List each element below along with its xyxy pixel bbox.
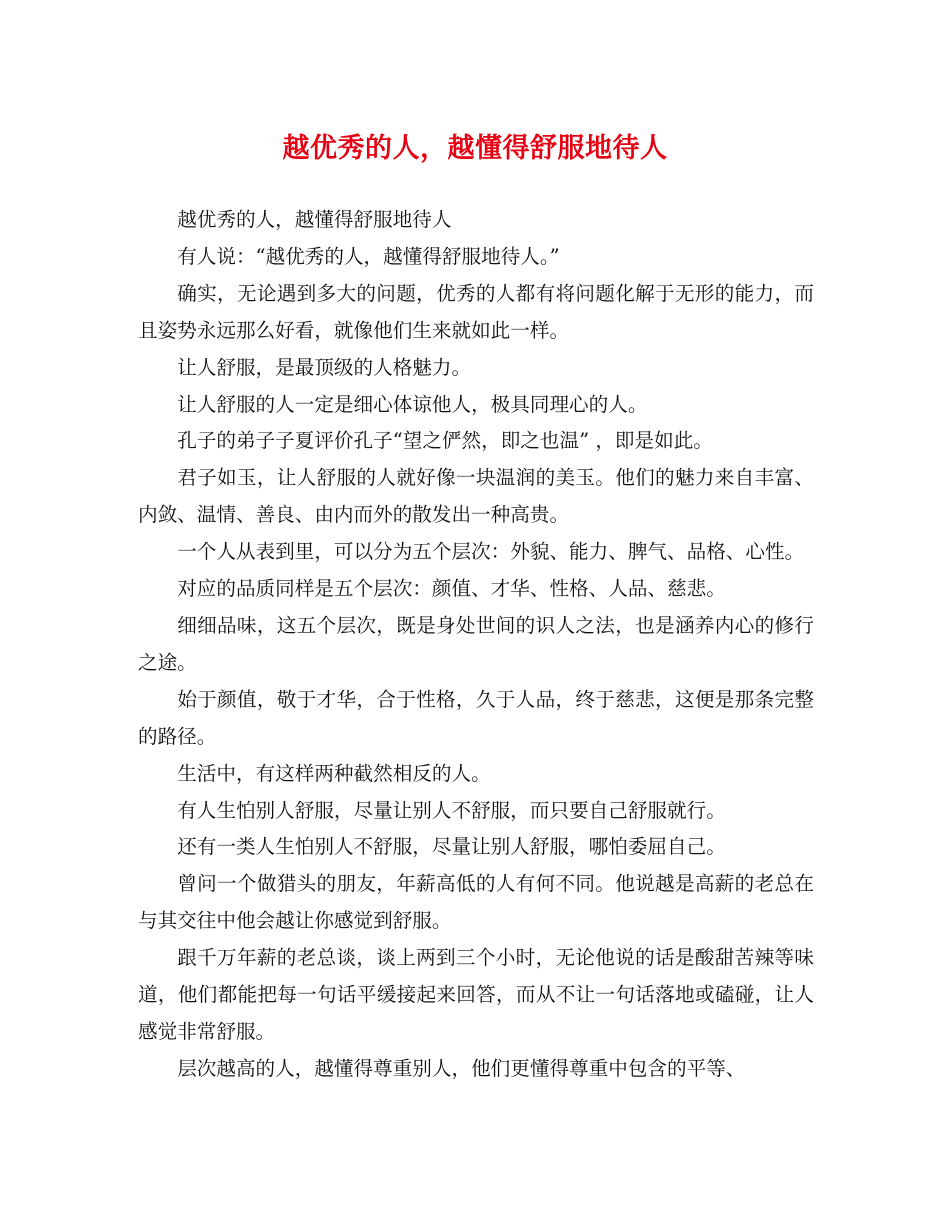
paragraph: 一个人从表到里，可以分为五个层次：外貌、能力、脾气、品格、心性。	[177, 540, 805, 564]
paragraph: 细细品味，这五个层次，既是身处世间的识人之法，也是涵养内心的修行之途。	[138, 613, 814, 674]
paragraph: 有人说：“越优秀的人，越懂得舒服地待人。”	[177, 244, 560, 268]
paragraph: 层次越高的人，越懂得尊重别人，他们更懂得尊重中包含的平等、	[177, 1056, 746, 1080]
paragraph: 对应的品质同样是五个层次：颜值、才华、性格、人品、慈悲。	[177, 577, 726, 601]
document-title: 越优秀的人，越懂得舒服地待人	[282, 133, 668, 164]
paragraph: 让人舒服，是最顶级的人格魅力。	[177, 355, 472, 379]
paragraph: 曾问一个做猎头的朋友，年薪高低的人有何不同。他说越是高薪的老总在与其交往中他会越让你感觉到舒服。	[138, 872, 814, 933]
paragraph: 始于颜值，敬于才华，合于性格，久于人品，终于慈悲，这便是那条完整的路径。	[138, 687, 814, 748]
document-body	[138, 202, 814, 1088]
paragraph: 生活中，有这样两种截然相反的人。	[177, 761, 491, 785]
paragraph: 君子如玉，让人舒服的人就好像一块温润的美玉。他们的魅力来自丰富、内敛、温情、善良、由内而外的散发出一种高贵。	[138, 466, 814, 527]
paragraph: 有人生怕别人舒服，尽量让别人不舒服，而只要自己舒服就行。	[177, 798, 726, 822]
paragraph: 让人舒服的人一定是细心体谅他人，极具同理心的人。	[177, 392, 648, 416]
paragraph: 越优秀的人，越懂得舒服地待人	[177, 208, 452, 231]
paragraph: 确实，无论遇到多大的问题，优秀的人都有将问题化解于无形的能力，而且姿势永远那么好看，就像他们生来就如此一样。	[138, 281, 814, 342]
paragraph: 跟千万年薪的老总谈，谈上两到三个小时，无论他说的话是酸甜苦辣等味道，他们都能把每一句话平缓接起来回答，而从不让一句话落地或磕碰，让人感觉非常舒服。	[138, 946, 814, 1043]
paragraph: 还有一类人生怕别人不舒服，尽量让别人舒服，哪怕委屈自己。	[177, 835, 726, 859]
paragraph: 孔子的弟子子夏评价孔子“望之俨然，即之也温” ，即是如此。	[177, 429, 713, 453]
